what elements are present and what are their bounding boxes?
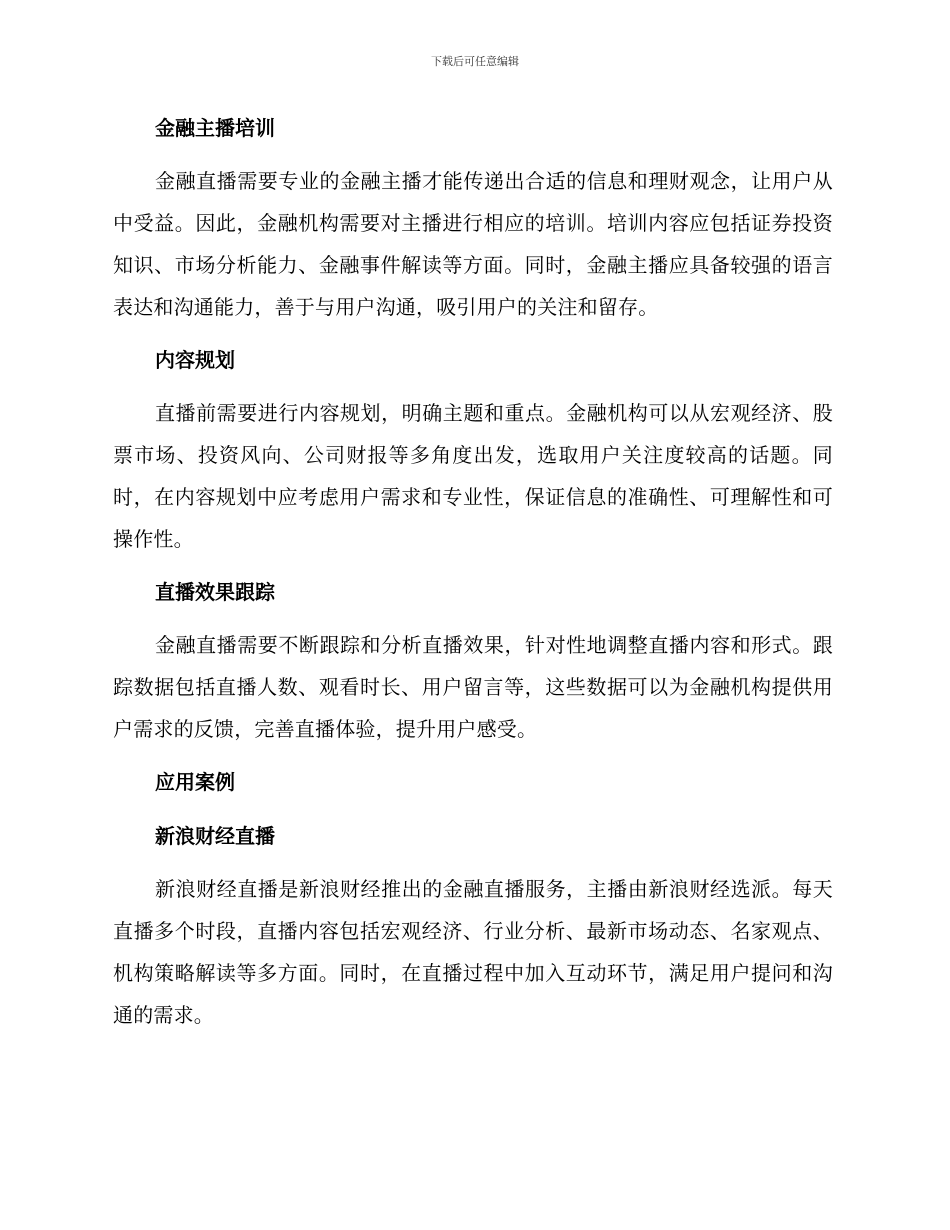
section-heading-sina-finance-live: 新浪财经直播 bbox=[155, 824, 275, 848]
paragraph-sina-finance-live: 新浪财经直播是新浪财经推出的金融直播服务，主播由新浪财经选派。每天直播多个时段，直播内容包括宏观经济、行业分析、最新市场动态、名家观点、机构策略解读等多方面。同时，在直播过程中加入互动环节，满足用户提问和沟通的需求。 bbox=[113, 877, 833, 1027]
section-heading-use-cases: 应用案例 bbox=[155, 770, 235, 794]
document-body bbox=[113, 106, 833, 1046]
section-heading-anchor-training: 金融主播培训 bbox=[155, 116, 275, 140]
section-heading-effect-tracking: 直播效果跟踪 bbox=[155, 580, 275, 604]
paragraph-content-planning: 直播前需要进行内容规划，明确主题和重点。金融机构可以从宏观经济、股票市场、投资风向、公司财报等多角度出发，选取用户关注度较高的话题。同时，在内容规划中应考虑用户需求和专业性，保证信息的准确性、可理解性和可操作性。 bbox=[113, 401, 833, 551]
page-header: 下载后可任意编辑 bbox=[431, 55, 519, 68]
paragraph-effect-tracking: 金融直播需要不断跟踪和分析直播效果，针对性地调整直播内容和形式。跟踪数据包括直播人数、观看时长、用户留言等，这些数据可以为金融机构提供用户需求的反馈，完善直播体验，提升用户感受。 bbox=[113, 633, 833, 741]
section-heading-content-planning: 内容规划 bbox=[155, 348, 235, 372]
paragraph-anchor-training: 金融直播需要专业的金融主播才能传递出合适的信息和理财观念，让用户从中受益。因此，金融机构需要对主播进行相应的培训。培训内容应包括证券投资知识、市场分析能力、金融事件解读等方面。同时，金融主播应具备较强的语言表达和沟通能力，善于与用户沟通，吸引用户的关注和留存。 bbox=[113, 169, 833, 319]
